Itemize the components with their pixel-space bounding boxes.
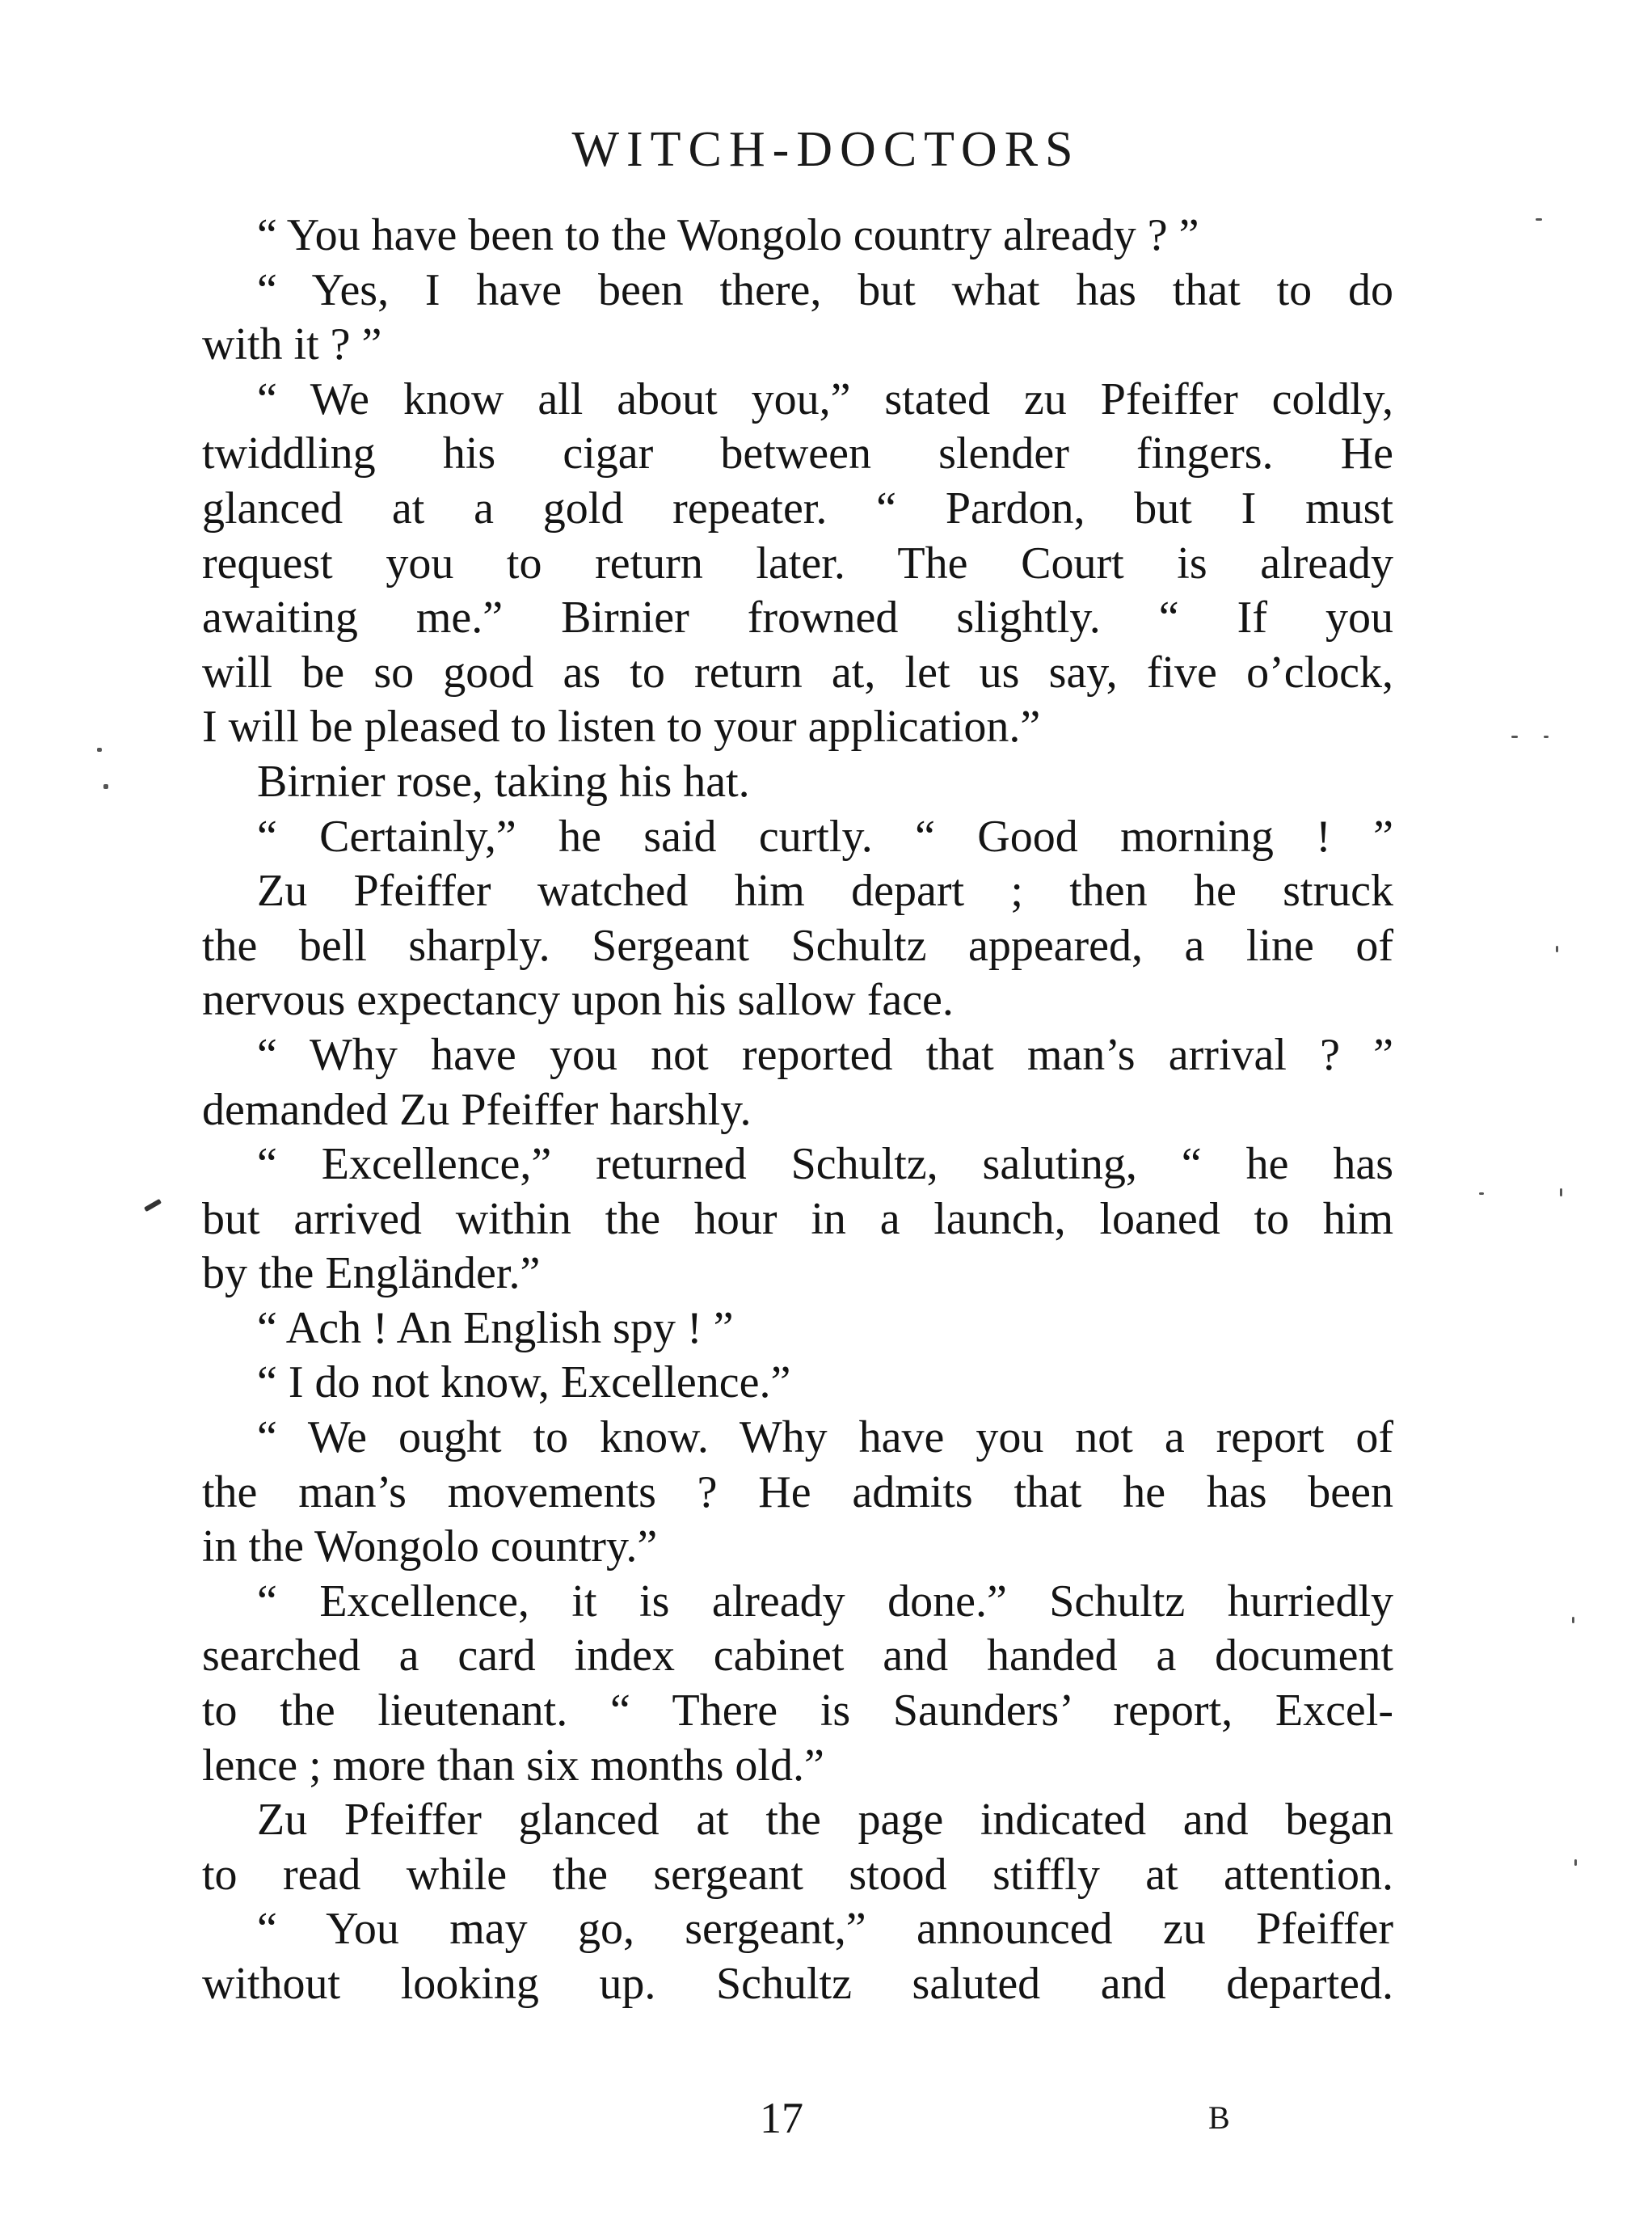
text-line: glanced at a gold repeater. “ Pardon, but I must — [202, 483, 1393, 534]
text-line: “ Excellence,” returned Schultz, saluting, “ he has — [257, 1139, 1393, 1190]
text-line: twiddling his cigar between slender fingers. He — [202, 428, 1393, 479]
text-line: the man’s movements ? He admits that he has been — [202, 1466, 1393, 1517]
text-line: searched a card index cabinet and handed a document — [202, 1631, 1393, 1681]
text-line: “ Excellence, it is already done.” Schultz hurriedly — [257, 1576, 1393, 1626]
text-line: lence ; more than six months old.” — [202, 1740, 824, 1791]
scan-speck — [97, 748, 102, 752]
body-text — [202, 209, 1393, 2012]
text-line: “ You have been to the Wongolo country already ? ” — [257, 210, 1199, 260]
text-line: “ I do not know, Excellence.” — [257, 1357, 791, 1408]
text-line: “ Yes, I have been there, but what has that to do — [257, 264, 1393, 315]
text-line: nervous expectancy upon his sallow face. — [202, 975, 954, 1026]
running-head: WITCH-DOCTORS — [571, 122, 1081, 177]
text-line: in the Wongolo country.” — [202, 1521, 658, 1572]
text-line: request you to return later. The Court is already — [202, 538, 1393, 589]
text-line: demanded Zu Pfeiffer harshly. — [202, 1084, 752, 1135]
text-line: “ You may go, sergeant,” announced zu Pfeiffer — [257, 1904, 1393, 1955]
scan-speck — [1511, 736, 1518, 738]
scan-speck — [1574, 1859, 1577, 1866]
text-line: “ We know all about you,” stated zu Pfeiffer coldly, — [257, 373, 1393, 424]
scan-speck — [1560, 1188, 1562, 1196]
text-line: “ We ought to know. Why have you not a report of — [257, 1412, 1393, 1463]
text-line: “ Ach ! An English spy ! ” — [257, 1302, 734, 1353]
text-line: awaiting me.” Birnier frowned slightly. “ If you — [202, 593, 1393, 643]
scan-speck — [144, 1199, 162, 1212]
text-line: “ Certainly,” he said curtly. “ Good morning ! ” — [257, 811, 1393, 862]
signature-mark: B — [1208, 2099, 1230, 2136]
scan-speck — [1479, 1192, 1484, 1195]
text-line: but arrived within the hour in a launch, loaned to him — [202, 1193, 1393, 1244]
scan-speck — [103, 784, 108, 789]
scan-speck — [1572, 1617, 1574, 1623]
text-line: I will be pleased to listen to your application.” — [202, 702, 1041, 753]
text-line: to the lieutenant. “ There is Saunders’ report, Excel- — [202, 1686, 1393, 1736]
text-line: Birnier rose, taking his hat. — [257, 756, 750, 807]
scan-speck — [1544, 736, 1549, 738]
page-number: 17 — [760, 2094, 803, 2142]
text-line: will be so good as to return at, let us say, five o’clock, — [202, 647, 1393, 698]
text-line: with it ? ” — [202, 319, 382, 370]
text-line: to read while the sergeant stood stiffly at attention. — [202, 1849, 1393, 1900]
text-line: Zu Pfeiffer watched him depart ; then he struck — [257, 866, 1393, 917]
text-line: the bell sharply. Sergeant Schultz appeared, a line of — [202, 920, 1393, 971]
scan-speck — [1536, 218, 1542, 221]
text-line: “ Why have you not reported that man’s arrival ? ” — [257, 1029, 1393, 1080]
text-line: by the Engländer.” — [202, 1248, 541, 1299]
text-line: Zu Pfeiffer glanced at the page indicated and began — [257, 1795, 1393, 1846]
page-footer — [0, 2086, 1652, 2150]
text-line: without looking up. Schultz saluted and departed. — [202, 1959, 1393, 2009]
scan-speck — [1556, 946, 1558, 952]
